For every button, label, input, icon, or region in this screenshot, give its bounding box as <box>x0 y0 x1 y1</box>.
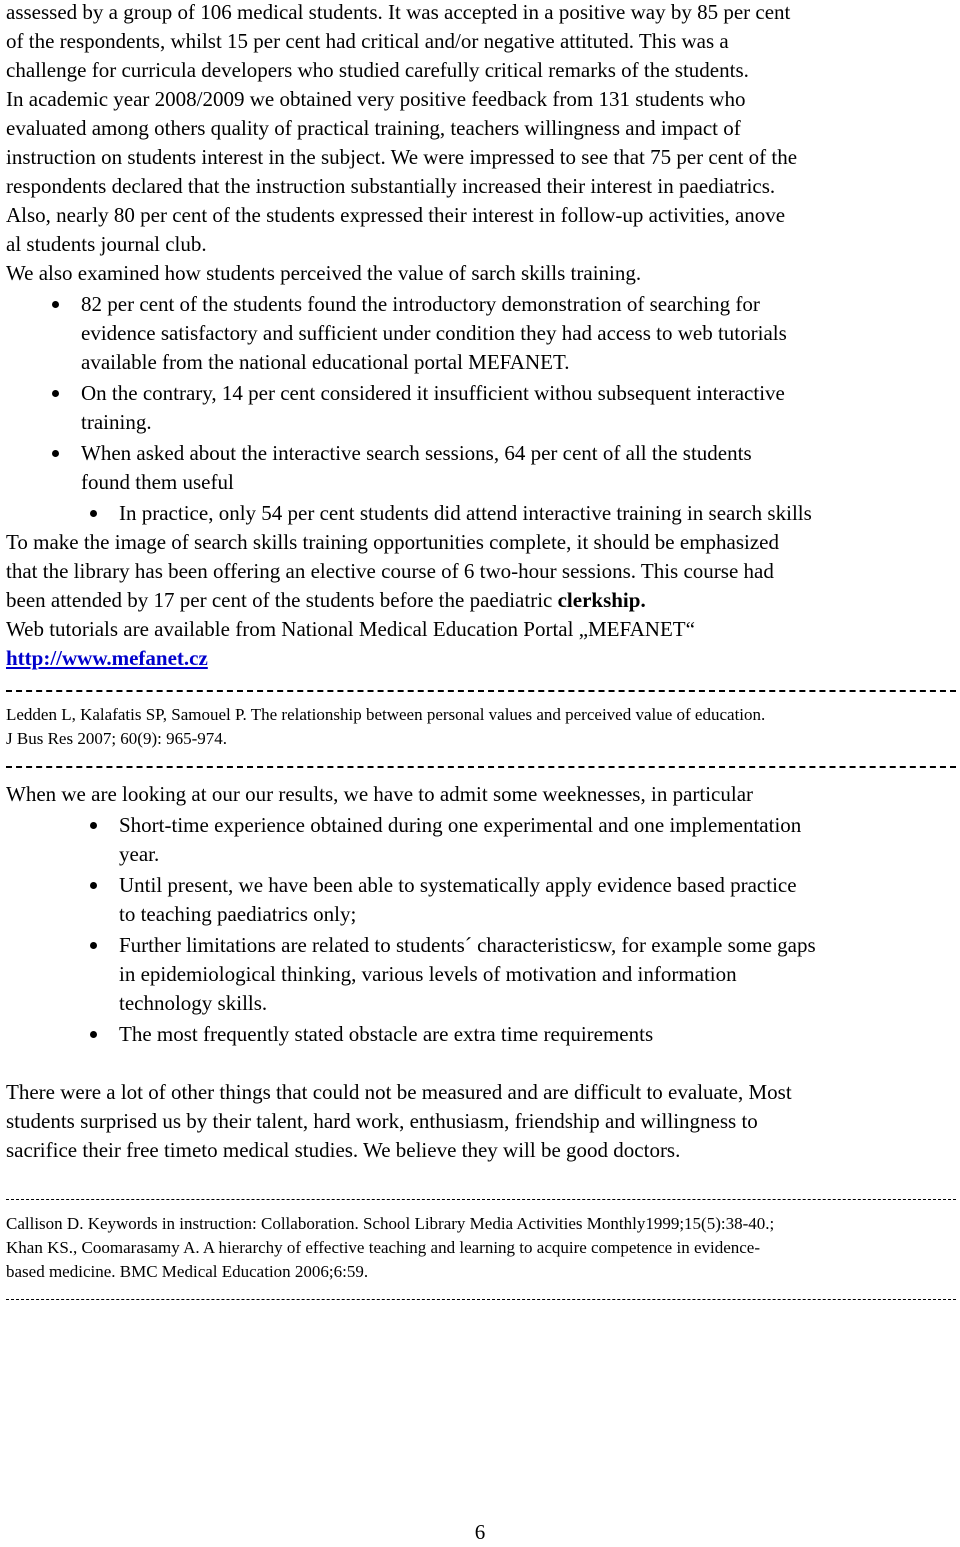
list-item-line: in epidemiological thinking, various levels of motivation and information <box>119 962 737 986</box>
body-line: challenge for curricula developers who studied carefully critical remarks of the students. <box>6 58 749 82</box>
bullet-icon <box>90 510 97 517</box>
body-line <box>6 586 646 615</box>
bullet-icon <box>52 301 59 308</box>
bullet-icon <box>90 822 97 829</box>
body-line: There were a lot of other things that could not be measured and are difficult to evaluate, Most <box>6 1080 792 1104</box>
mefanet-link[interactable]: http://www.mefanet.cz <box>6 646 208 670</box>
reference-line: Ledden L, Kalafatis SP, Samouel P. The relationship between personal values and perceived value of education. <box>6 705 766 724</box>
list-item-line: 82 per cent of the students found the introductory demonstration of searching for <box>81 292 760 316</box>
bullet-icon <box>52 450 59 457</box>
body-line: instruction on students interest in the subject. We were impressed to see that 75 per cent of the <box>6 145 798 169</box>
bullet-icon <box>52 390 59 397</box>
list-item-line: found them useful <box>81 470 234 494</box>
body-text: been attended by 17 per cent of the students before the paediatric <box>6 588 558 612</box>
separator <box>6 766 956 768</box>
body-line: When we are looking at our our results, we have to admit some weeknesses, in particular <box>6 782 754 806</box>
reference-line: Callison D. Keywords in instruction: Collaboration. School Library Media Activities Monthly1999;15(5):38-40.; <box>6 1214 775 1233</box>
list-item-line: When asked about the interactive search sessions, 64 per cent of all the students <box>81 441 752 465</box>
body-line: al students journal club. <box>6 232 207 256</box>
list-item-line: technology skills. <box>119 991 268 1015</box>
list-item-line: On the contrary, 14 per cent considered it insufficient withou subsequent interactive <box>81 381 785 405</box>
body-line: that the library has been offering an elective course of 6 two-hour sessions. This course had <box>6 559 774 583</box>
bullet-icon <box>90 942 97 949</box>
body-line: students surprised us by their talent, hard work, enthusiasm, friendship and willingness to <box>6 1109 758 1133</box>
body-line: of the respondents, whilst 15 per cent had critical and/or negative attituted. This was a <box>6 29 729 53</box>
body-line: sacrifice their free timeto medical studies. We believe they will be good doctors. <box>6 1138 681 1162</box>
separator <box>6 1299 956 1300</box>
bullet-icon <box>90 882 97 889</box>
list-item-line: Until present, we have been able to systematically apply evidence based practice <box>119 873 797 897</box>
reference-line: based medicine. BMC Medical Education 2006;6:59. <box>6 1262 369 1281</box>
list-item-line: evidence satisfactory and sufficient under condition they had access to web tutorials <box>81 321 787 345</box>
body-line: To make the image of search skills training opportunities complete, it should be emphasized <box>6 530 780 554</box>
list-item-line: The most frequently stated obstacle are extra time requirements <box>119 1022 654 1046</box>
sub-list-item: In practice, only 54 per cent students did attend interactive training in search skills <box>119 501 812 525</box>
bold-term: clerkship. <box>557 588 646 612</box>
body-line: respondents declared that the instruction substantially increased their interest in paediatrics. <box>6 174 776 198</box>
list-item-line: Further limitations are related to students´ characteristicsw, for example some gaps <box>119 933 816 957</box>
bullet-icon <box>90 1031 97 1038</box>
separator <box>6 690 956 692</box>
body-line: evaluated among others quality of practical training, teachers willingness and impact of <box>6 116 741 140</box>
list-item-line: year. <box>119 842 160 866</box>
list-item-line: training. <box>81 410 152 434</box>
body-line: We also examined how students perceived the value of sarch skills training. <box>6 261 642 285</box>
tutorials-line: Web tutorials are available from National Medical Education Portal „MEFANET“ <box>6 617 695 641</box>
body-line: Also, nearly 80 per cent of the students expressed their interest in follow-up activities, anove <box>6 203 786 227</box>
list-item-line: available from the national educational portal MEFANET. <box>81 350 570 374</box>
reference-line: J Bus Res 2007; 60(9): 965-974. <box>6 729 227 748</box>
list-item-line: to teaching paediatrics only; <box>119 902 357 926</box>
list-item-line: Short-time experience obtained during one experimental and one implementation <box>119 813 802 837</box>
body-line: In academic year 2008/2009 we obtained very positive feedback from 131 students who <box>6 87 746 111</box>
reference-line: Khan KS., Coomarasamy A. A hierarchy of effective teaching and learning to acquire competence in evidence- <box>6 1238 761 1257</box>
separator <box>6 1199 956 1200</box>
link-line <box>6 644 208 673</box>
page-number: 6 <box>474 1520 486 1544</box>
body-line: assessed by a group of 106 medical students. It was accepted in a positive way by 85 per cent <box>6 0 791 24</box>
